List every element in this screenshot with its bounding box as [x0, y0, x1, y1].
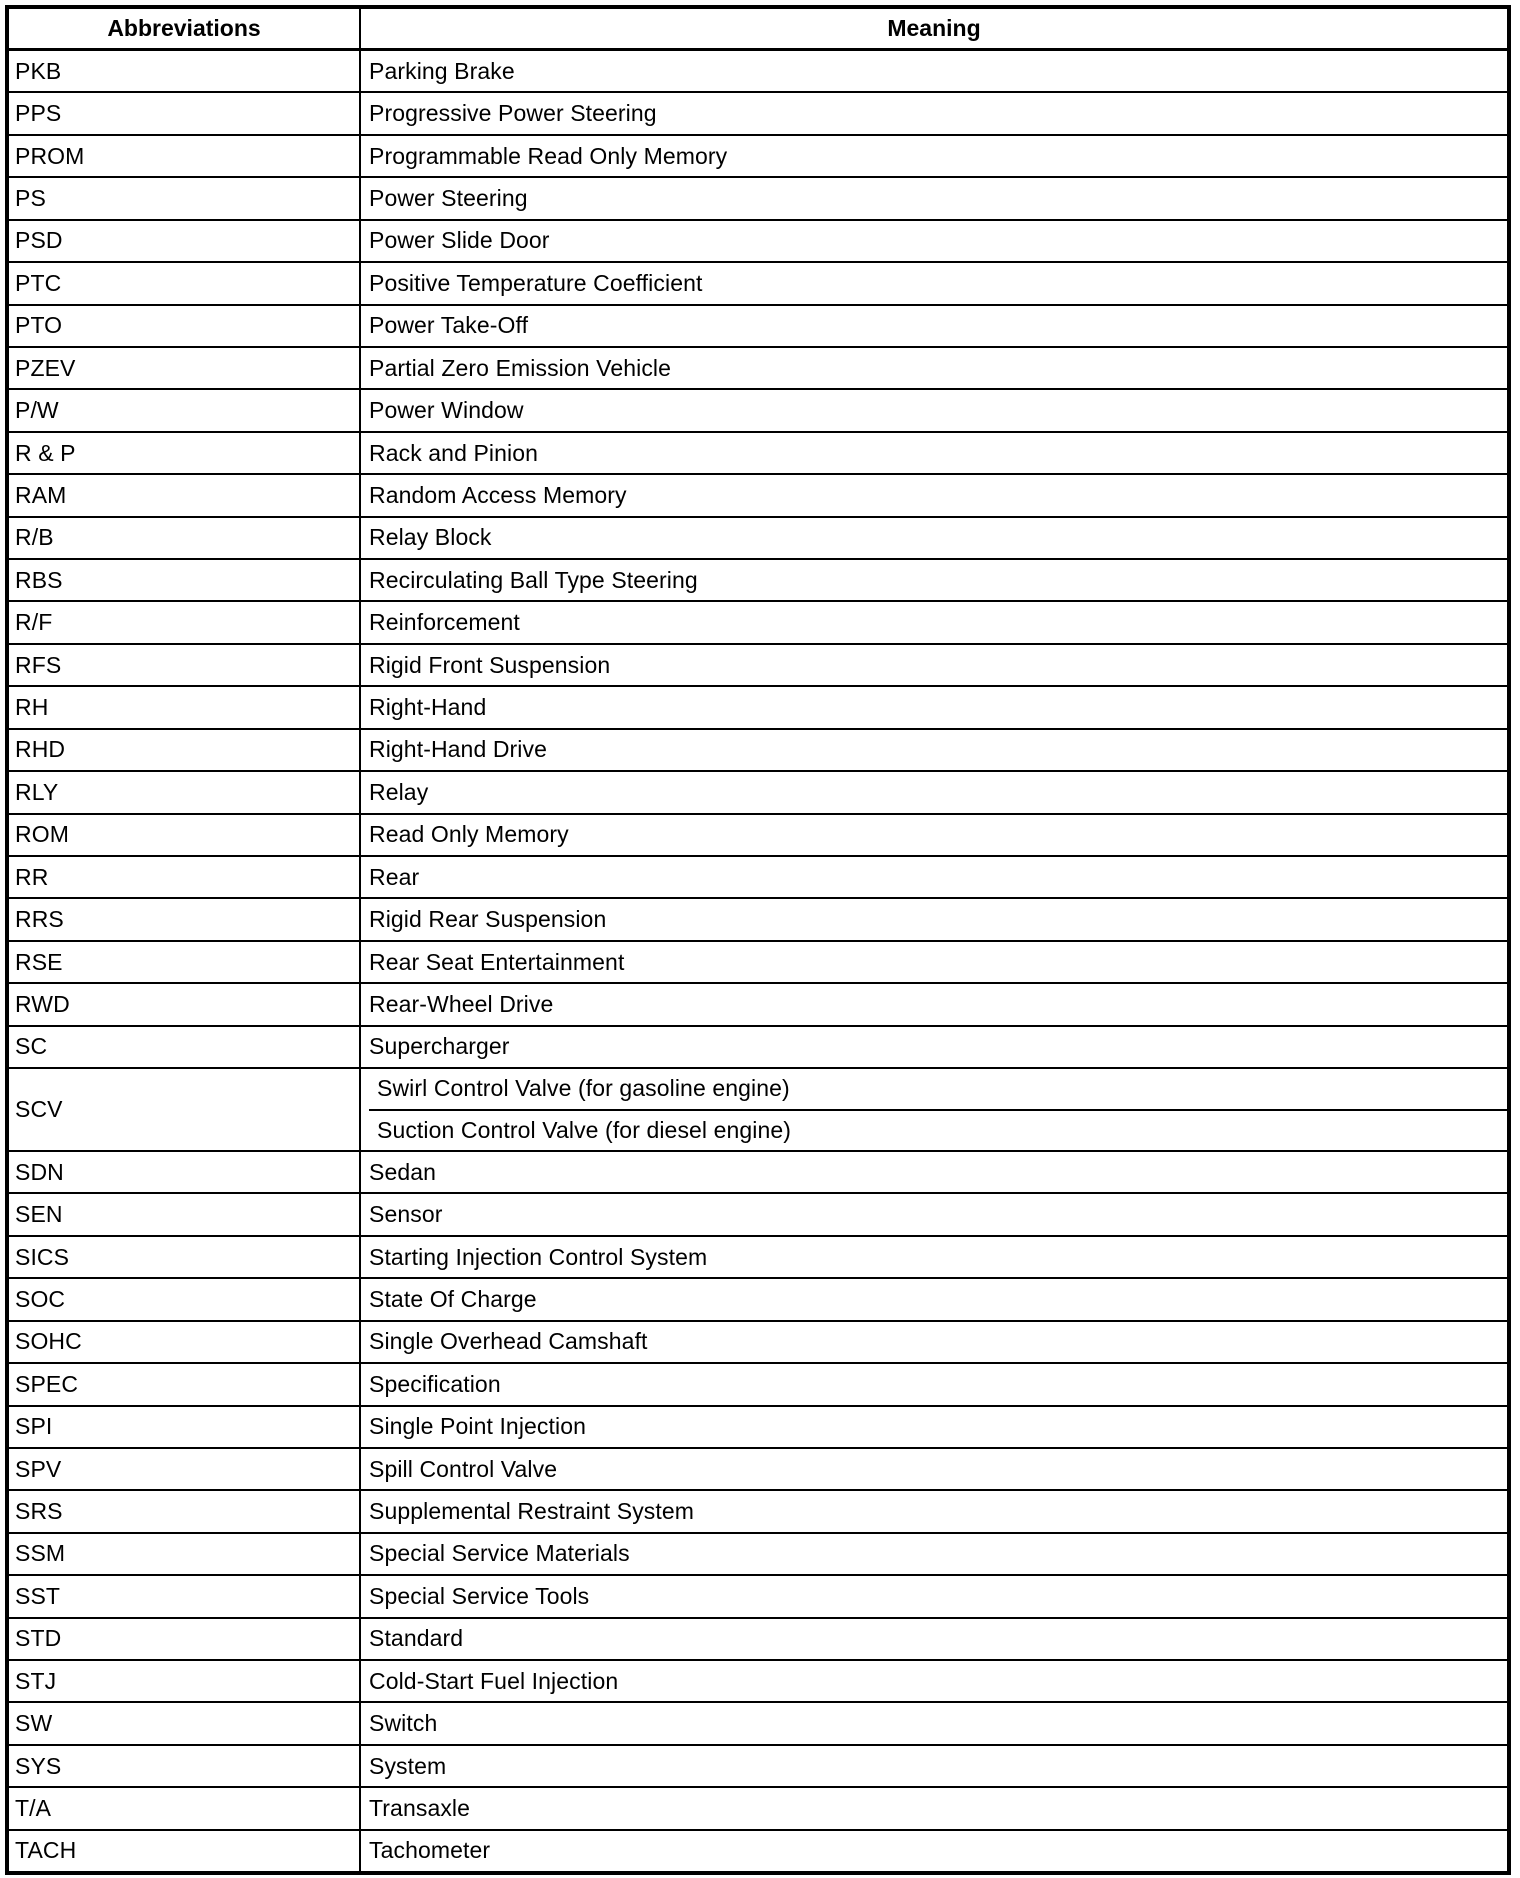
table-row — [9, 1661, 1507, 1703]
abbreviation-cell: RSE — [9, 942, 361, 982]
meaning-cell: Supercharger — [369, 1033, 510, 1060]
abbreviation-cell: RWD — [9, 984, 361, 1024]
abbreviation-cell: SPV — [9, 1449, 361, 1489]
table-row — [9, 475, 1507, 517]
abbreviation-cell: PKB — [9, 51, 361, 91]
abbreviation-cell: SICS — [9, 1237, 361, 1277]
abbreviation-cell: PROM — [9, 136, 361, 176]
meaning-cell: Rear — [369, 863, 420, 890]
abbreviation-cell: STD — [9, 1619, 361, 1659]
abbreviation-cell: SYS — [9, 1746, 361, 1786]
meaning-cell: Reinforcement — [369, 609, 520, 636]
meaning-cell: Single Point Injection — [369, 1413, 587, 1440]
meaning-cell: Spill Control Valve — [369, 1455, 558, 1482]
meaning-cell: State Of Charge — [369, 1285, 537, 1312]
header-abbreviations: Abbreviations — [9, 9, 361, 48]
abbreviation-cell: PPS — [9, 93, 361, 133]
meaning-cell: Sedan — [369, 1158, 437, 1185]
meaning-cell: Starting Injection Control System — [369, 1243, 708, 1270]
table-row — [9, 984, 1507, 1026]
abbreviation-cell: RLY — [9, 772, 361, 812]
meaning-cell: Swirl Control Valve (for gasoline engine) — [377, 1075, 790, 1102]
abbreviation-cell: RFS — [9, 645, 361, 685]
meaning-cell: Parking Brake — [369, 57, 515, 84]
table-row — [9, 1576, 1507, 1618]
meaning-group — [361, 1069, 1507, 1150]
abbreviation-cell: SOC — [9, 1279, 361, 1319]
table-row — [9, 221, 1507, 263]
table-row — [9, 390, 1507, 432]
meaning-cell: Suction Control Valve (for diesel engine) — [369, 1109, 1507, 1150]
table-row — [9, 433, 1507, 475]
abbreviation-cell: P/W — [9, 390, 361, 430]
table-row — [9, 942, 1507, 984]
header-meaning: Meaning — [887, 15, 981, 41]
table-row — [9, 1279, 1507, 1321]
meaning-cell: Partial Zero Emission Vehicle — [369, 354, 672, 381]
abbreviation-cell: ROM — [9, 815, 361, 855]
meaning-cell: Positive Temperature Coefficient — [369, 269, 703, 296]
table-row — [9, 1364, 1507, 1406]
abbreviation-cell: SEN — [9, 1194, 361, 1234]
table-row — [9, 1322, 1507, 1364]
table-row — [9, 815, 1507, 857]
table-row — [9, 1746, 1507, 1788]
meaning-cell: Right-Hand — [369, 694, 487, 721]
meaning-cell: Power Take-Off — [369, 312, 529, 339]
meaning-cell: Tachometer — [369, 1837, 491, 1864]
meaning-cell: Power Slide Door — [369, 227, 550, 254]
table-row — [9, 1491, 1507, 1533]
table-row — [9, 1534, 1507, 1576]
table-row — [9, 730, 1507, 772]
meaning-cell: Right-Hand Drive — [369, 736, 547, 763]
table-row — [9, 1407, 1507, 1449]
abbreviation-cell: RR — [9, 857, 361, 897]
meaning-cell: Supplemental Restraint System — [369, 1498, 695, 1525]
table-row — [9, 136, 1507, 178]
table-row — [9, 1027, 1507, 1069]
abbreviation-cell: SST — [9, 1576, 361, 1616]
meaning-cell: Special Service Materials — [369, 1540, 630, 1567]
table-row — [9, 899, 1507, 941]
meaning-cell: Recirculating Ball Type Steering — [369, 566, 698, 593]
abbreviation-cell: SCV — [9, 1069, 361, 1150]
meaning-cell: Transaxle — [369, 1795, 471, 1821]
meaning-cell: Special Service Tools — [369, 1582, 590, 1609]
table-row — [9, 263, 1507, 305]
abbreviation-cell: PTO — [9, 306, 361, 346]
abbreviation-cell: SDN — [9, 1152, 361, 1192]
meaning-cell: Single Overhead Camshaft — [369, 1328, 648, 1355]
abbreviation-cell: SW — [9, 1703, 361, 1743]
table-row — [9, 51, 1507, 93]
meaning-cell: Rear-Wheel Drive — [369, 990, 554, 1017]
table-row — [9, 1237, 1507, 1279]
table-row — [9, 1788, 1507, 1830]
table-row — [9, 857, 1507, 899]
abbreviation-cell: R/F — [9, 602, 361, 642]
table-row — [9, 687, 1507, 729]
table-row — [9, 1619, 1507, 1661]
meaning-cell: Read Only Memory — [369, 821, 569, 848]
abbreviation-cell: PS — [9, 178, 361, 218]
abbreviation-cell: R/B — [9, 518, 361, 558]
meaning-cell: Power Window — [369, 397, 524, 424]
table-row — [9, 1069, 1507, 1152]
table-row — [9, 178, 1507, 220]
abbreviation-cell: R & P — [9, 433, 361, 473]
table-row — [9, 1703, 1507, 1745]
table-row — [9, 772, 1507, 814]
meaning-cell: Power Steering — [369, 184, 528, 211]
abbreviations-table — [5, 5, 1511, 1875]
abbreviation-cell: PSD — [9, 221, 361, 261]
meaning-cell: System — [369, 1752, 447, 1779]
table-row — [9, 1449, 1507, 1491]
table-row — [9, 93, 1507, 135]
meaning-cell: Rear Seat Entertainment — [369, 948, 625, 975]
abbreviation-cell: STJ — [9, 1661, 361, 1701]
abbreviation-cell: PZEV — [9, 348, 361, 388]
table-row — [9, 518, 1507, 560]
abbreviation-cell: RH — [9, 687, 361, 727]
meaning-cell: Programmable Read Only Memory — [369, 142, 728, 169]
table-row — [9, 602, 1507, 644]
abbreviation-cell: RHD — [9, 730, 361, 770]
table-row — [9, 348, 1507, 390]
abbreviation-cell: PTC — [9, 263, 361, 303]
table-row — [9, 306, 1507, 348]
meaning-cell: Specification — [369, 1370, 501, 1397]
meaning-cell: Rigid Rear Suspension — [369, 906, 607, 933]
meaning-cell: Sensor — [369, 1201, 443, 1228]
abbreviation-cell: SC — [9, 1027, 361, 1067]
meaning-cell: Cold-Start Fuel Injection — [369, 1667, 619, 1694]
abbreviation-cell: T/A — [9, 1788, 361, 1828]
abbreviation-cell: RRS — [9, 899, 361, 939]
table-header-row — [9, 9, 1507, 51]
abbreviation-cell: RBS — [9, 560, 361, 600]
meaning-cell: Rigid Front Suspension — [369, 651, 611, 678]
table-body — [9, 51, 1507, 1871]
meaning-cell: Relay Block — [369, 524, 492, 551]
abbreviation-cell: SSM — [9, 1534, 361, 1574]
table-row — [9, 1152, 1507, 1194]
abbreviation-cell: SPEC — [9, 1364, 361, 1404]
meaning-cell: Progressive Power Steering — [369, 100, 657, 127]
meaning-cell: Random Access Memory — [369, 481, 627, 508]
abbreviation-cell: SPI — [9, 1407, 361, 1447]
abbreviation-cell: TACH — [9, 1831, 361, 1871]
table-row — [9, 1831, 1507, 1871]
table-row — [9, 1194, 1507, 1236]
meaning-cell: Switch — [369, 1710, 438, 1737]
table-row — [9, 645, 1507, 687]
abbreviation-cell: SOHC — [9, 1322, 361, 1362]
abbreviation-cell: SRS — [9, 1491, 361, 1531]
meaning-cell: Rack and Pinion — [369, 439, 538, 466]
meaning-cell: Relay — [369, 778, 429, 805]
table-row — [9, 560, 1507, 602]
meaning-cell: Standard — [369, 1625, 464, 1652]
abbreviation-cell: RAM — [9, 475, 361, 515]
